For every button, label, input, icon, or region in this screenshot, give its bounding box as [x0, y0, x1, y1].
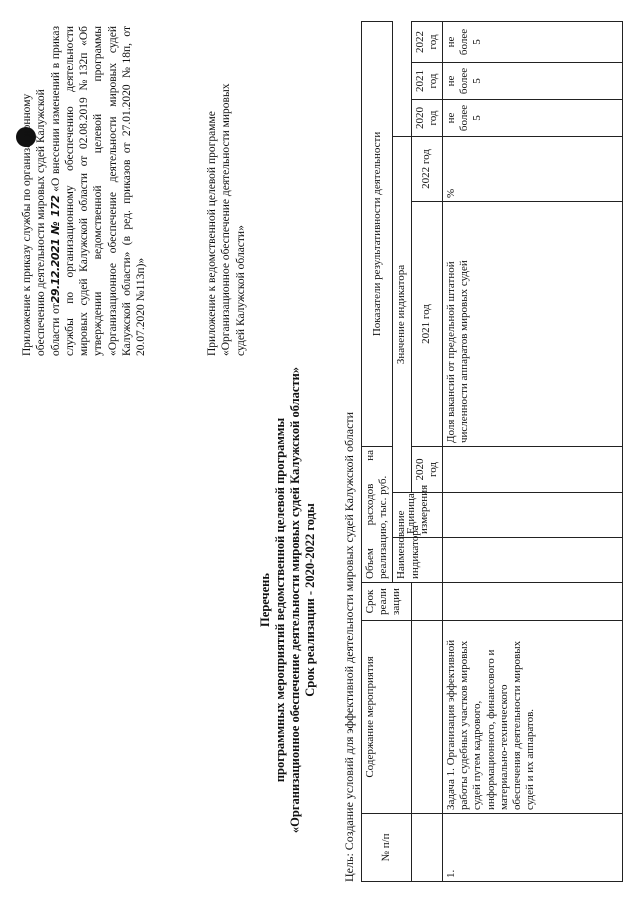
header-num-spacer — [411, 814, 442, 882]
row-vol-2020 — [443, 538, 623, 583]
header-volume-2020: 2020 год — [411, 446, 442, 492]
approval-line-1: Приложение к приказу службы по организационному — [21, 93, 33, 356]
approval-note — [20, 26, 149, 356]
approval-rest: в приказ службы по организационному обеспечению деятельности мировых судей Калужской области от 02.08.2019 №132п «Об утверждении ведомственной целевой программы «Организационное обеспечение деятельности мировых судей Калужской области» (в ред. приказов от 27.01.2020 №18п, от 20.07.2020 №113п)» — [49, 26, 148, 356]
approval-line-3b: «О внесении изменений — [49, 71, 62, 192]
header-content: Содержание мероприятия — [362, 621, 412, 814]
row-val-2020: не более 5 — [443, 99, 623, 136]
header-volume-2021: 2021 год — [411, 201, 442, 446]
program-note-line-1: Приложение к ведомственной целевой программе — [206, 111, 218, 356]
header-indicators: Показатели результативности деятельности — [362, 21, 393, 446]
row-indicator-name: Доля вакансий от предельной штатной численности аппаратов мировых судей — [443, 201, 623, 446]
program-activities-table — [361, 21, 623, 882]
row-val-2022: не более 5 — [443, 21, 623, 62]
program-note-line-2: «Организационное обеспечение деятельности мировых — [220, 83, 233, 356]
row-unit: % — [443, 136, 623, 201]
row-num: 1. — [443, 814, 623, 882]
approval-line-3a: области от — [49, 303, 62, 356]
row-vol-2021 — [443, 493, 623, 538]
program-note — [205, 26, 248, 356]
header-volume-2022: 2022 год — [411, 136, 442, 201]
approval-line-2: обеспечению деятельности мировых судей Калужской — [35, 89, 48, 356]
row-term — [443, 583, 623, 621]
header-indicator-value: Значение индикатора — [393, 136, 411, 492]
table-row — [443, 21, 623, 881]
heading-line-2: программных мероприятий ведомственной целевой программы — [273, 417, 287, 783]
row-vol-2022 — [443, 446, 623, 492]
header-value-2020: 2020 год — [411, 99, 442, 136]
header-indicator-name: Наименование индикатора — [393, 538, 443, 583]
header-row-1 — [362, 21, 393, 881]
row-val-2021: не более 5 — [443, 62, 623, 99]
header-term: Срок реализации — [362, 583, 412, 621]
header-num: № п/п — [362, 814, 412, 882]
heading-line-4: Срок реализации - 2020-2022 годы — [303, 503, 317, 697]
heading-line-3: «Организационное обеспечение деятельности мировых судей Калужской области» — [288, 366, 302, 834]
header-unit: Единица измерения — [393, 493, 443, 538]
header-value-2021: 2021 год — [411, 62, 442, 99]
header-volume: Объем расходов на реализацию, тыс. руб. — [362, 446, 393, 582]
document-heading — [258, 320, 318, 880]
header-term-spacer — [411, 583, 442, 621]
row-content: Задача 1. Организация эффективной работы судебных участков мировых судей путем кадрового, информационного, финансового и материально-технического обеспечения деятельности мировых судей и их аппаратов. — [443, 621, 623, 814]
header-content-spacer — [411, 621, 442, 814]
heading-title: Перечень — [258, 573, 272, 627]
header-row-years — [411, 21, 442, 881]
header-value-2022: 2022 год — [411, 21, 442, 62]
program-note-line-3: судей Калужской области» — [234, 225, 247, 356]
handwritten-date-number: 29.12.2021 № 172 — [48, 195, 62, 304]
goal-text: Цель: Создание условий для эффективной деятельности мировых судей Калужской области — [342, 411, 356, 882]
